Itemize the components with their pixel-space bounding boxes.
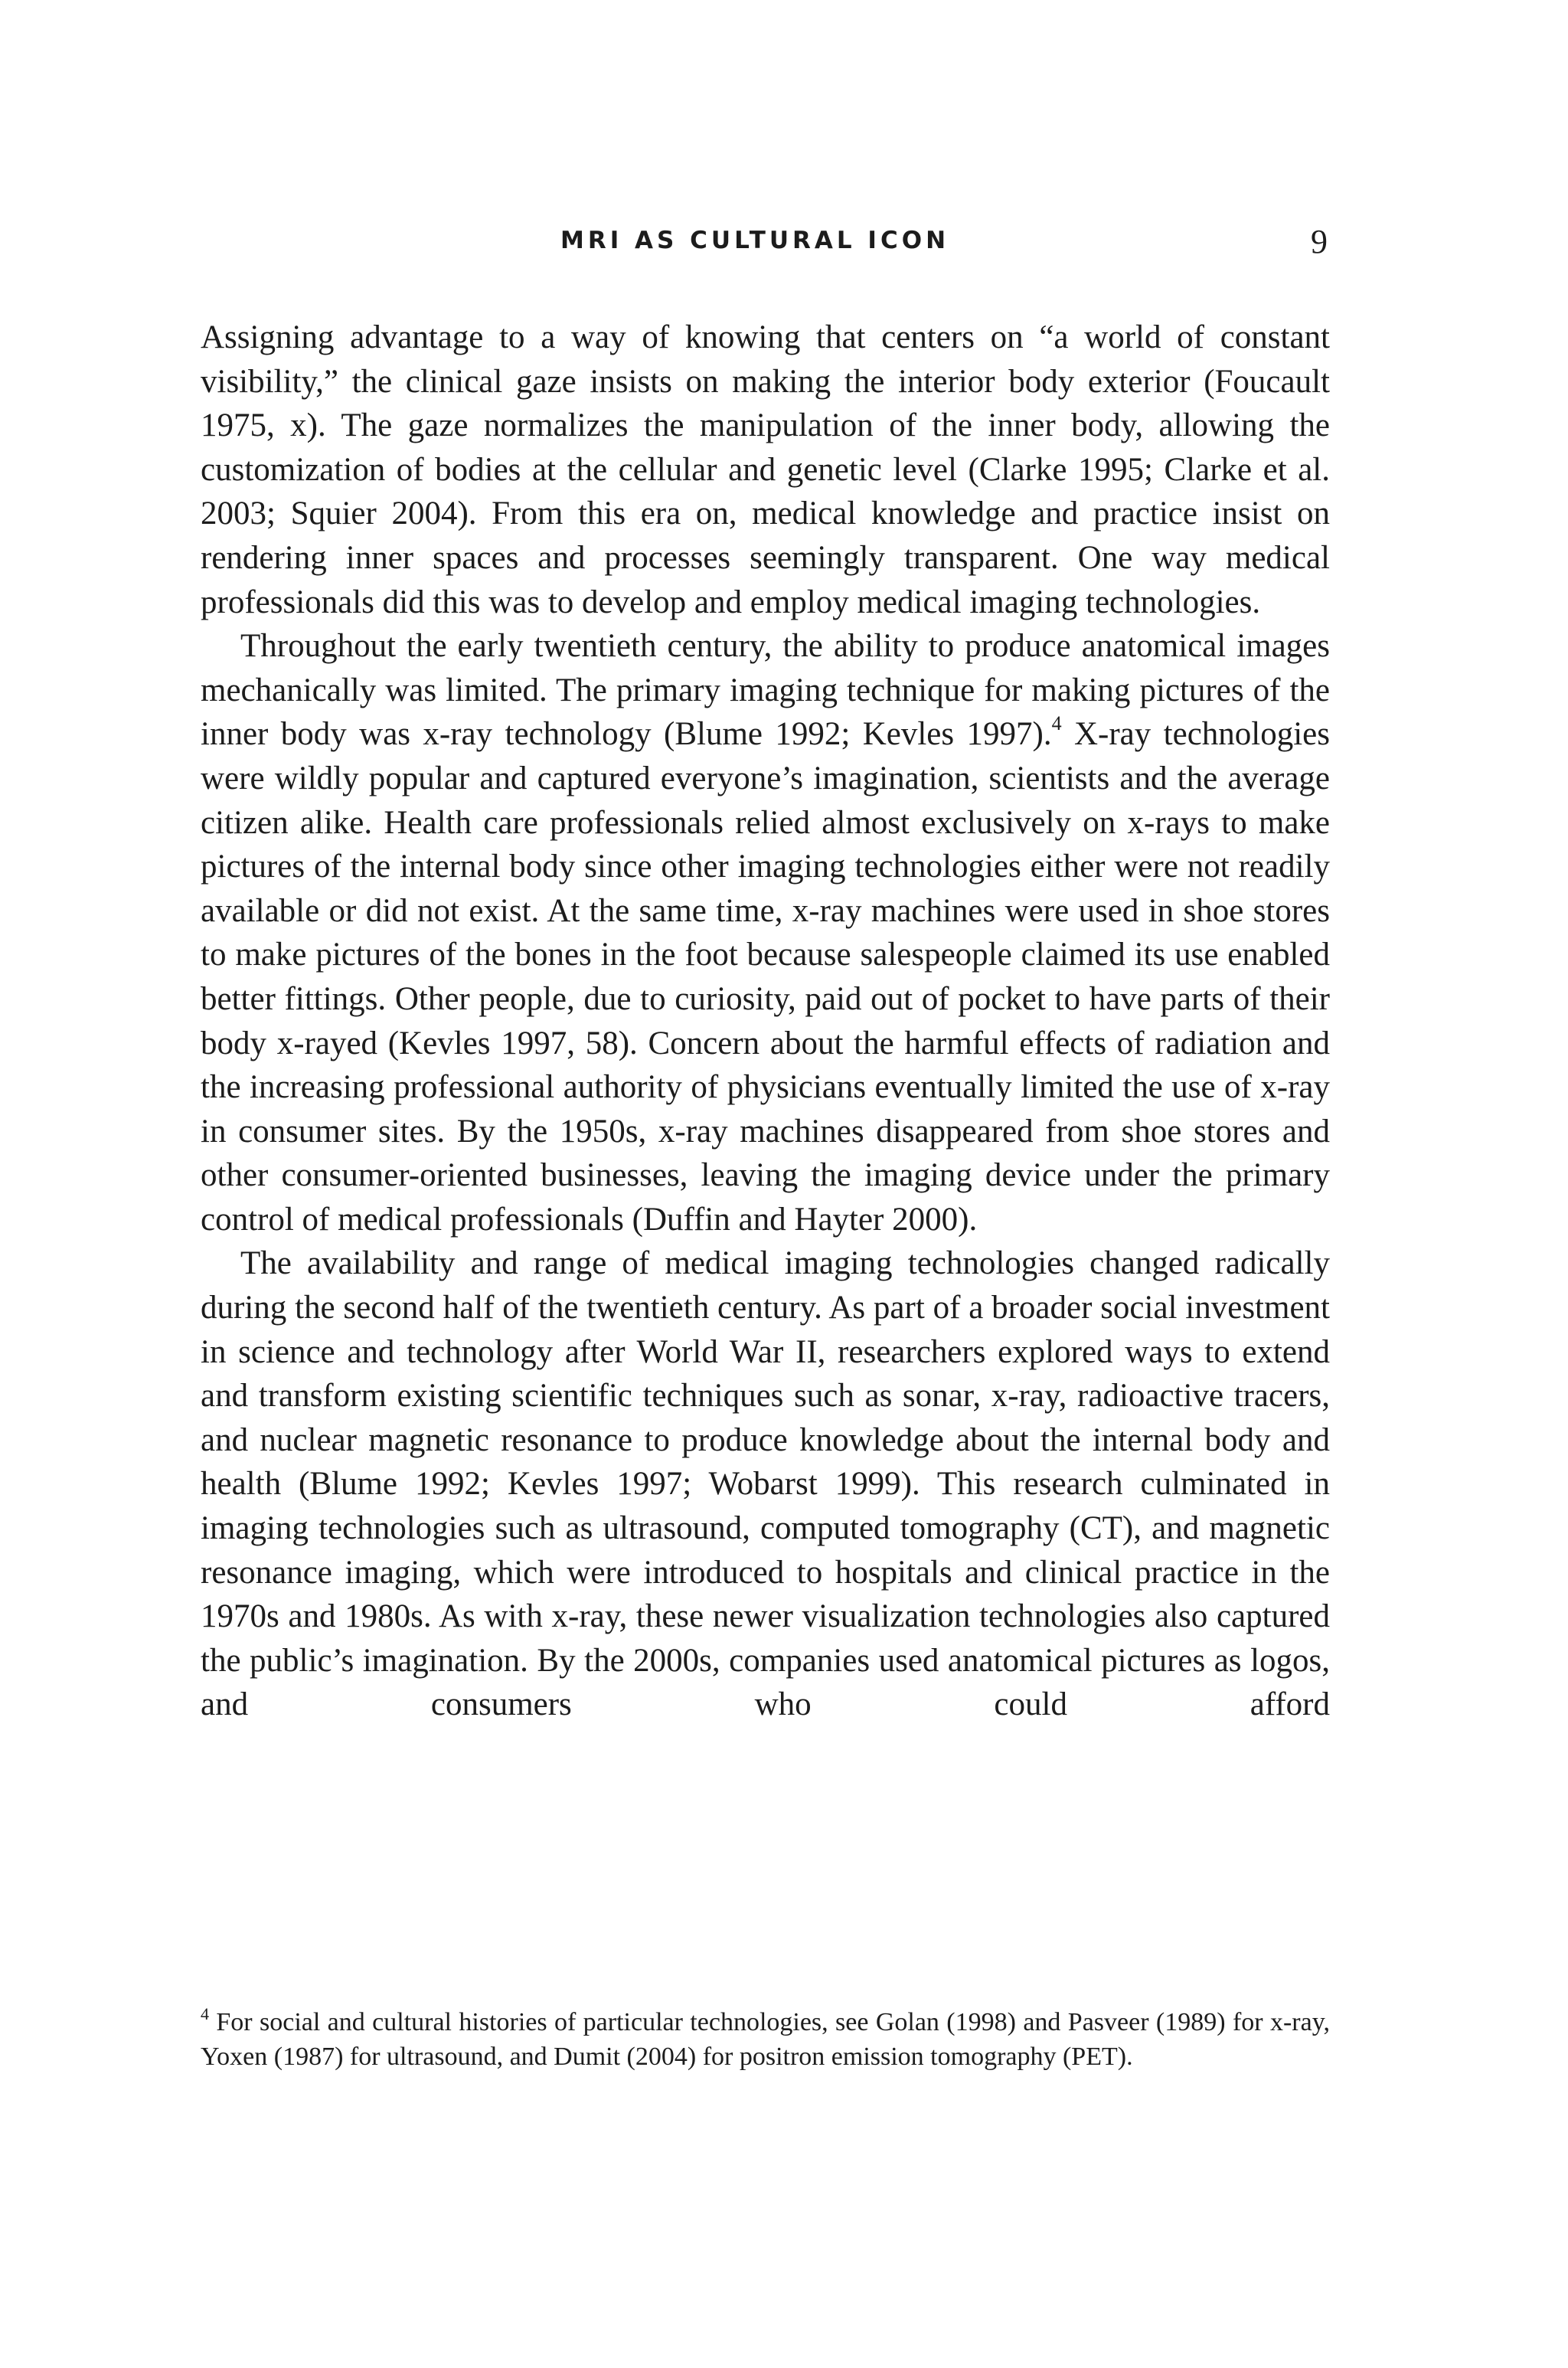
paragraph-text: Throughout the early twentieth century, the ability to produce anatomical images mechanically was limited. The primary imaging technique for making pictures of the inner body was x-ray technology (Blume 1992; Kevles 1997). — [201, 628, 1330, 753]
page-number: 9 — [1311, 223, 1328, 260]
body-text — [201, 316, 1330, 1727]
paragraph — [201, 624, 1330, 1241]
footnote-text: For social and cultural histories of particular technologies, see Golan (1998) and Pasveer (1989) for x-ray, Yoxen (1987) for ultrasound, and Dumit (2004) for positron emission tomography (PET). — [201, 2008, 1330, 2071]
footnote-marker: 4 — [201, 2003, 209, 2023]
paragraph-text: X-ray technologies were wildly popular and captured everyone’s imagination, scientists and the average citizen alike. Health care professionals relied almost exclusively on x-rays to make pictures of the internal body since other imaging technologies either were not readily available or did not exist. At the same time, x-ray machines were used in shoe stores to make pictures of the bones in the foot because salespeople claimed its use enabled better fittings. Other people, due to curiosity, paid out of pocket to have parts of their body x-rayed (Kevles 1997, 58). Concern about the harmful effects of radiation and the increasing professional authority of physicians eventually limited the use of x-ray in consumer sites. By the 1950s, x-ray machines disappeared from shoe stores and other consumer-oriented businesses, leaving the imaging device under the primary control of medical professionals (Duffin and Hayter 2000). — [201, 716, 1330, 1238]
paragraph-text: The availability and range of medical imaging technologies changed radically during the second half of the twentieth century. As part of a broader social investment in science and technology after World War II, researchers explored ways to extend and transform existing scientific techniques such as sonar, x-ray, radioactive tracers, and nuclear magnetic resonance to produce knowledge about the internal body and health (Blume 1992; Kevles 1997; Wobarst 1999). This research culminated in imaging technologies such as ultrasound, computed tomography (CT), and magnetic resonance imaging, which were introduced to hospitals and clinical practice in the 1970s and 1980s. As with x-ray, these newer visualization technologies also captured the public’s imagination. By the 2000s, companies used anatomical pictures as logos, and consumers who could afford — [201, 1245, 1330, 1723]
paragraph — [201, 1241, 1330, 1727]
footnote — [201, 2005, 1330, 2074]
footnotes — [201, 2005, 1330, 2074]
paragraph-text: Assigning advantage to a way of knowing that centers on “a world of constant visibility,” the clinical gaze insists on making the interior body exterior (Foucault 1975, x). The gaze normalizes the manipulation of the inner body, allowing the customization of bodies at the cellular and genetic level (Clarke 1995; Clarke et al. 2003; Squier 2004). From this era on, medical knowledge and practice insist on rendering inner spaces and processes seemingly transparent. One way medical professionals did this was to develop and employ medical imaging technologies. — [201, 319, 1330, 620]
running-head: MRI AS CULTURAL ICON — [560, 227, 950, 254]
footnote-reference: 4 — [1051, 712, 1062, 735]
paragraph — [201, 316, 1330, 624]
